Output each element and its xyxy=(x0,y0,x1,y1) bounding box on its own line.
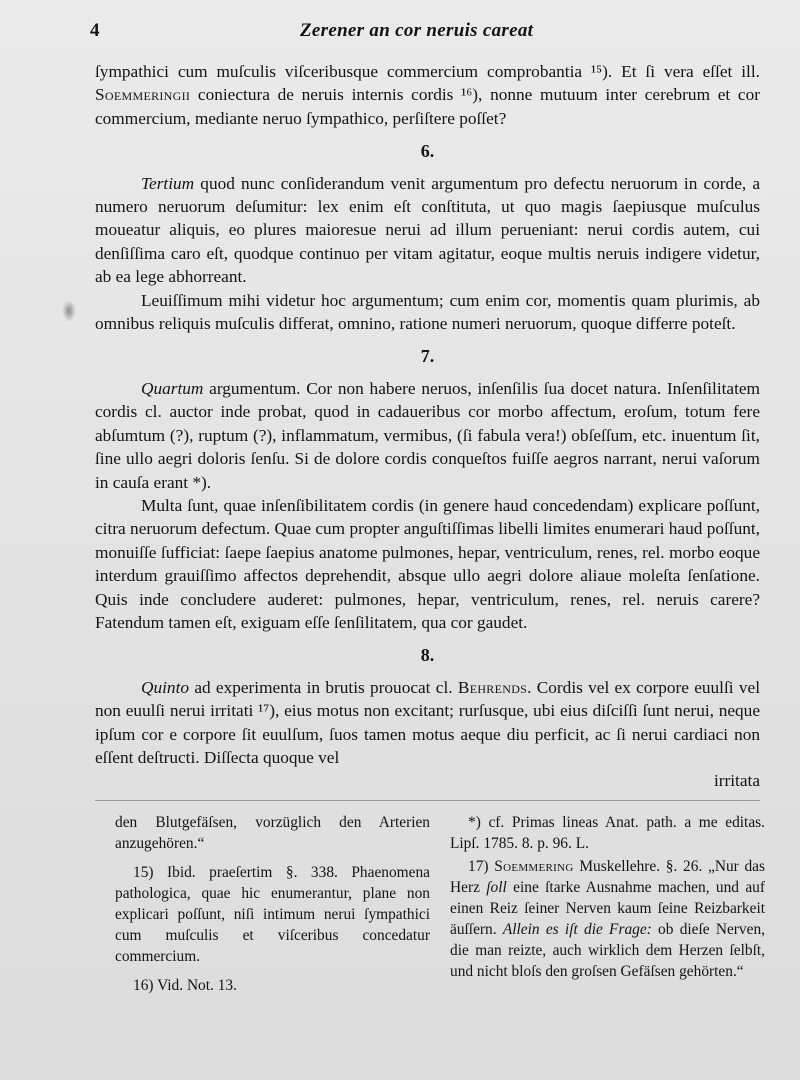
paragraph-6a: Tertium quod nunc conſiderandum venit argumentum pro defectu neruorum in corde, a numero neruorum deſumitur: lex enim eſt conſtituta, ut quo magis ſaepiusque muſculus moueatur aliquis, eo plures maioresue nerui ad illum perueniant: nerui cordis autem, cui denſiſſima caro eſt, quodque continuo per vitam agitatur, eoque multis neruis indigere videtur, ab ea lege abhorreant. xyxy=(95,173,760,287)
section-number-8: 8. xyxy=(420,645,435,666)
footnote-continuation: den Blutgefäſsen, vorzüglich den Arterien anzugehören.“ xyxy=(115,814,430,852)
footnotes-right-column xyxy=(450,812,765,984)
footnote-15: 15) Ibid. praeſertim §. 338. Phaenomena pathologica, quae hic enumerantur, plane non explicari poſſunt, niſi intimum nerui ſympathici cum muſculis et viſceribus concedatur commercium. xyxy=(115,864,430,965)
ink-blot-mark xyxy=(62,300,76,322)
footnote-17: 17) Soemmering Muskellehre. §. 26. „Nur das Herz ſoll eine ſtarke Ausnahme machen, und auf einen Reiz ſeiner Nerven kaum ſeine Reizbarkeit äuſſern. Allein es iſt die Frage: ob dieſe Nerven, die man reizte, auch wirklich dem Herzen ſelbſt, und nicht bloſs den groſsen Gefäſsen gehörten.“ xyxy=(450,858,766,980)
paragraph-8: Quinto ad experimenta in brutis prouocat cl. Behrends. Cordis vel ex corpore euulſi vel non euulſi nerui irritati ¹⁷), eius motus non excitant; rurſusque, ubi eius diſciſſi ſunt nerui, neque ipſum cor e corpore ſit euulſum, ſuos tamen motus aeque diu perficit, ac ſi nerui cardiaci non eſſent deſtructi. Diſſecta quoque vel xyxy=(95,677,760,767)
section-number-6: 6. xyxy=(420,141,435,162)
paragraph-7b: Multa ſunt, quae inſenſibilitatem cordis (in genere haud concedendam) explicare poſſunt, citra neruorum defectum. Quae cum propter anguſtiſſimas libelli limites enumerari haud poſſunt, monuiſſe ſufficiat: ſaepe ſaepius anatome pulmones, hepar, ventriculum, renes, rel. morbo eoque interdum grauiſſimo affectos deprehendit, absque ullo aegri dolore aliaue moleſta ſenſatione. Quis inde concludere auderet: pulmones, hepar, ventriculum, renes, rel. neruis carere? Fatendum tamen eſt, exiguam eſſe ſenſilitatem, qua cor gaudet. xyxy=(95,495,760,632)
footnote-16: 16) Vid. Not. 13. xyxy=(133,977,237,994)
footnote-star: *) cf. Primas lineas Anat. path. a me editas. Lipſ. 1785. 8. p. 96. L. xyxy=(450,814,765,852)
running-title: Zerener an cor neruis careat xyxy=(300,20,534,41)
paragraph-6b: Leuiſſimum mihi videtur hoc argumentum; cum enim cor, momentis quam plurimis, ab omnibus reliquis muſculis differat, omnino, ratione numeri neruorum, quoque differre poteſt. xyxy=(95,290,760,334)
footnote-divider xyxy=(95,800,760,801)
author-name: Soemmeringii xyxy=(95,85,191,105)
author-name: Behrends xyxy=(457,677,528,697)
page-header xyxy=(90,20,725,50)
catchword: irritata xyxy=(713,771,760,791)
author-name: Soemmering xyxy=(494,858,574,875)
main-text xyxy=(95,60,760,793)
footnotes-left-column xyxy=(115,812,430,1004)
paragraph-7a: Quartum argumentum. Cor non habere neruos, inſenſilis ſua docet natura. Inſenſilitatem cordis cl. auctor inde probat, quod in cadaueribus cor morbo affectum, eroſum, totum fere abſumtum (?), ruptum (?), inflammatum, vermibus, (ſi fabula vera!) obſeſſum, etc. inuentum ſit, ſine ullo aegri doloris ſenſu. Si de dolore cordis conqueſtos fuiſſe aegros narrant, nerui vaſorum in cauſa erant *). xyxy=(95,378,760,492)
paragraph-continued: ſympathici cum muſculis viſceribusque commercium comprobantia ¹⁵). Et ſi vera eſſet ill. Soemmeringii coniectura de neruis internis cordis ¹⁶), nonne mutuum inter cerebrum et cor commercium, mediante neruo ſympathico, perſiſtere poſſet? xyxy=(95,62,760,128)
section-number-7: 7. xyxy=(420,346,435,367)
page-number: 4 xyxy=(90,20,100,41)
